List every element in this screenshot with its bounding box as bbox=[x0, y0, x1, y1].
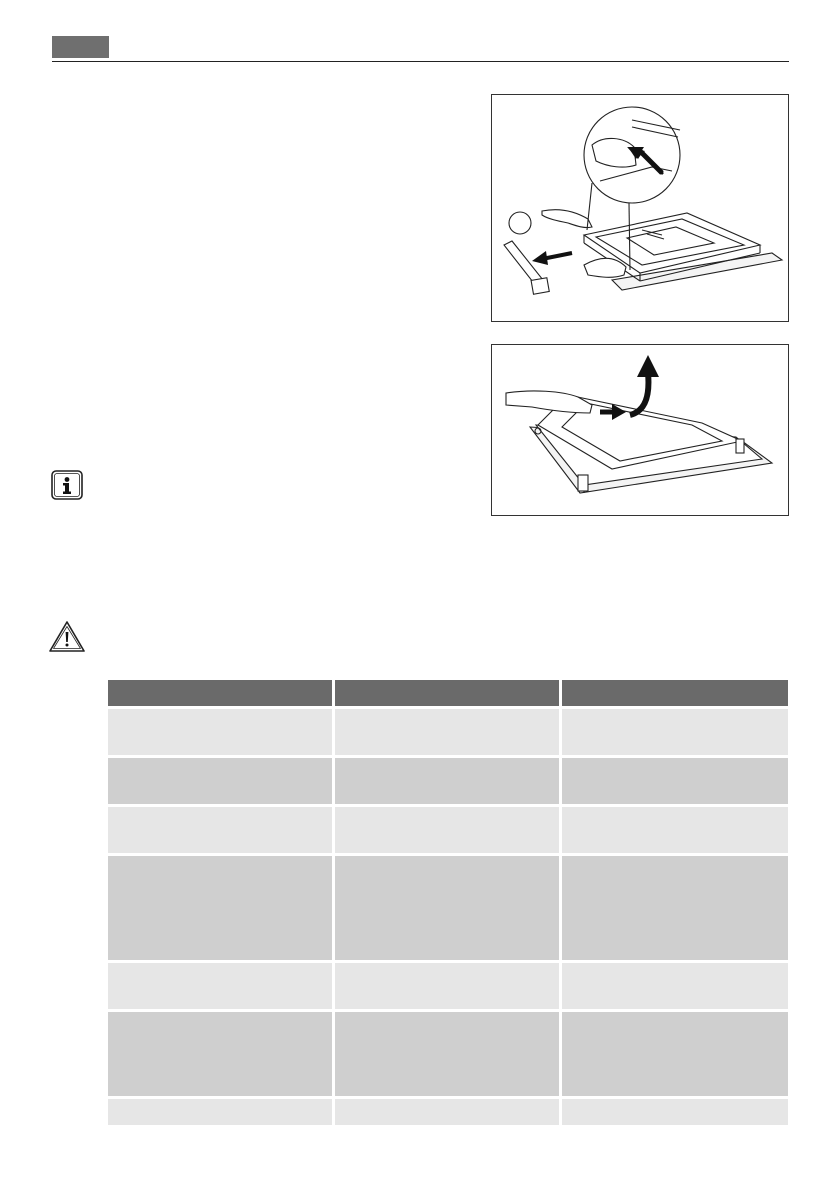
door-glass-removal-step-1-illustration bbox=[492, 95, 788, 321]
table-cell bbox=[562, 758, 788, 807]
table-row bbox=[108, 1012, 788, 1099]
table-cell bbox=[562, 963, 788, 1012]
table-header-cell bbox=[108, 680, 332, 709]
header-rule bbox=[52, 61, 789, 62]
table-row bbox=[108, 963, 788, 1012]
table-cell bbox=[335, 1012, 559, 1099]
table-cell bbox=[108, 709, 332, 758]
table-cell bbox=[335, 1099, 559, 1128]
table-header-row bbox=[108, 680, 788, 709]
table-header-cell bbox=[335, 680, 559, 709]
table-cell bbox=[335, 856, 559, 963]
table-cell bbox=[562, 1099, 788, 1128]
table-cell bbox=[562, 1012, 788, 1099]
warning-icon bbox=[48, 620, 86, 654]
table-cell bbox=[562, 709, 788, 758]
table-cell bbox=[335, 963, 559, 1012]
table-cell bbox=[562, 807, 788, 856]
table-cell bbox=[335, 807, 559, 856]
table-cell bbox=[335, 709, 559, 758]
door-glass-removal-step-2-figure bbox=[491, 344, 789, 516]
table-cell bbox=[108, 1099, 332, 1128]
table-cell bbox=[562, 856, 788, 963]
section-tab bbox=[52, 36, 109, 58]
door-glass-removal-step-1-figure bbox=[491, 94, 789, 322]
table-cell bbox=[108, 856, 332, 963]
table-row bbox=[108, 758, 788, 807]
table-cell bbox=[108, 807, 332, 856]
table-row bbox=[108, 807, 788, 856]
table-row bbox=[108, 1099, 788, 1128]
table-row bbox=[108, 709, 788, 758]
table-cell bbox=[108, 963, 332, 1012]
info-icon bbox=[51, 470, 83, 500]
table-header-cell bbox=[562, 680, 788, 709]
table-row bbox=[108, 856, 788, 963]
table-cell bbox=[108, 1012, 332, 1099]
troubleshooting-table bbox=[105, 680, 791, 1128]
table-cell bbox=[335, 758, 559, 807]
table-cell bbox=[108, 758, 332, 807]
door-glass-removal-step-2-illustration bbox=[492, 345, 788, 515]
